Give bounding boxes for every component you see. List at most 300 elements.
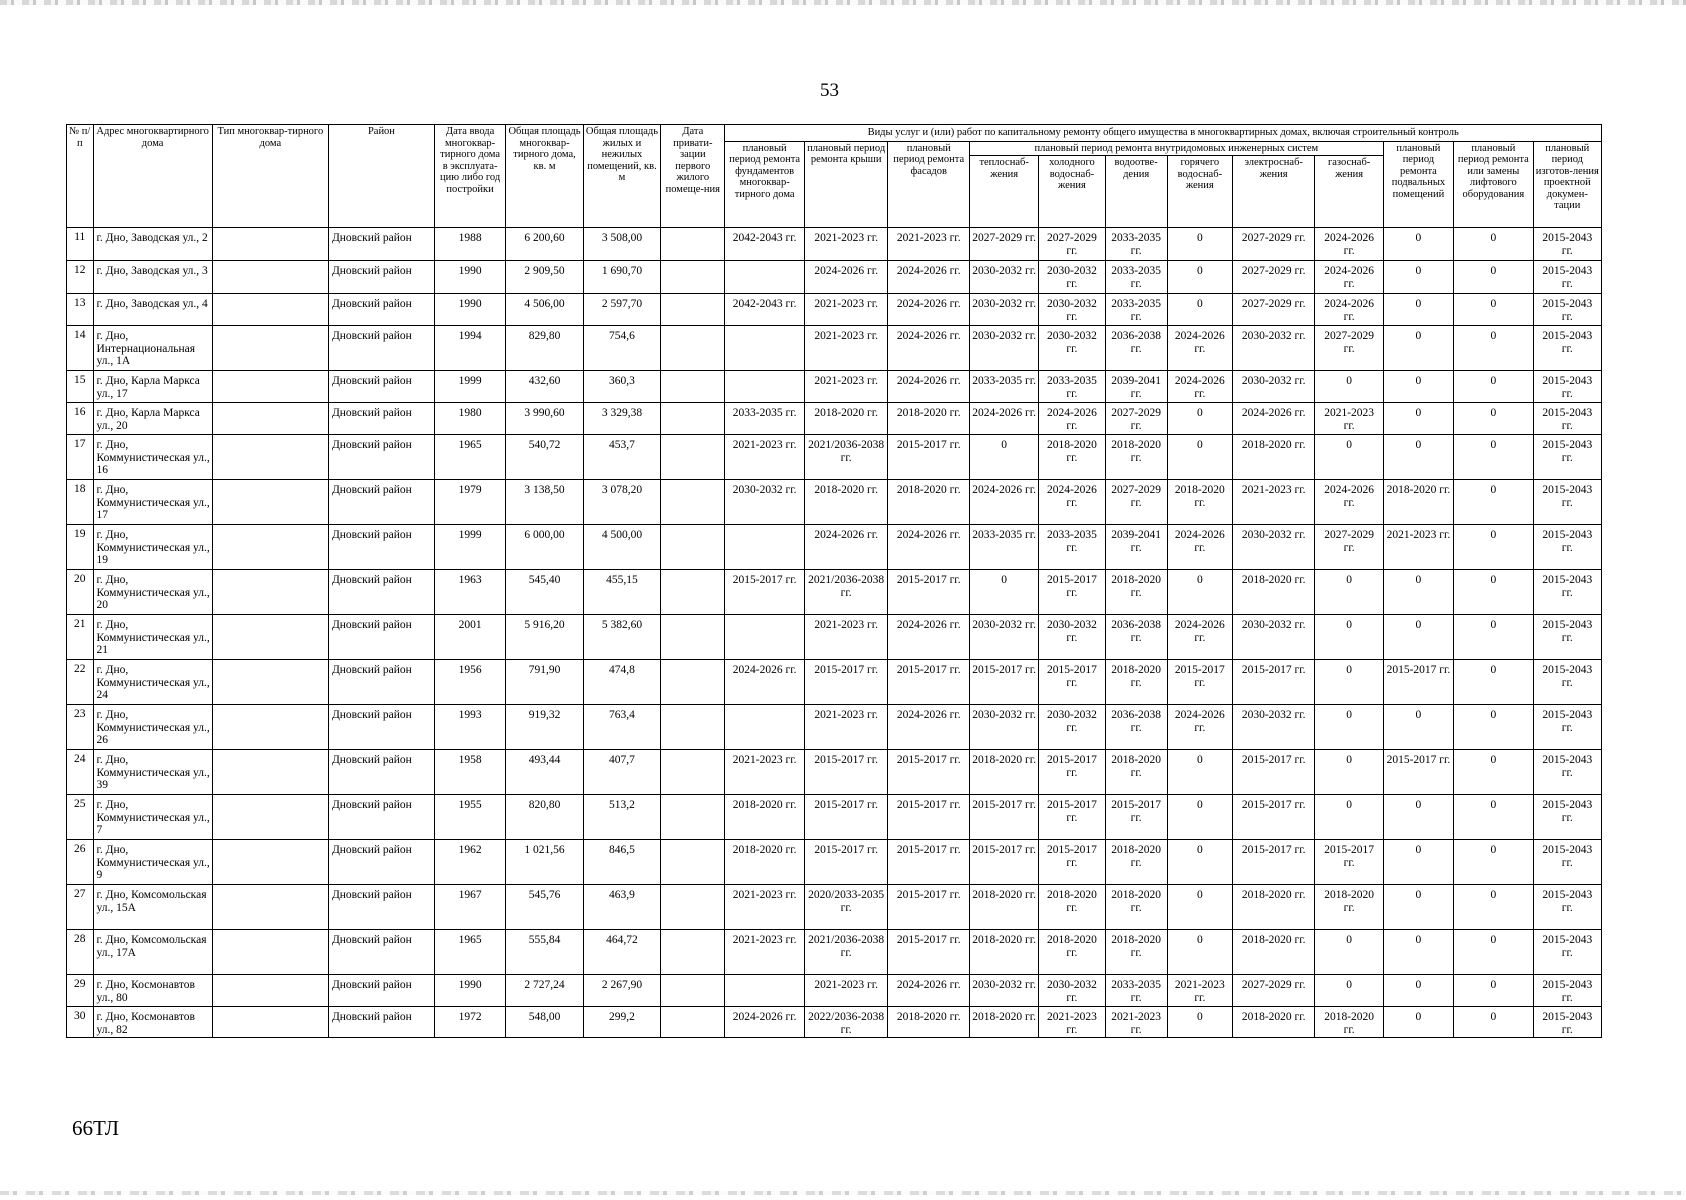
header-engineering-group: плановый период ремонта внутридомовых инженерных систем xyxy=(970,141,1384,156)
design-docs-cell: 2015-2043 гг. xyxy=(1533,750,1601,795)
living-area-cell: 1 690,70 xyxy=(583,261,660,294)
total-area-cell: 540,72 xyxy=(506,435,583,480)
total-area-cell: 791,90 xyxy=(506,660,583,705)
address-cell: г. Дно, Коммунистическая ул., 20 xyxy=(93,570,212,615)
year-cell: 1988 xyxy=(434,228,505,261)
total-area-cell: 2 727,24 xyxy=(506,975,583,1007)
gas-cell: 0 xyxy=(1315,975,1383,1007)
hot-water-cell: 0 xyxy=(1167,294,1232,326)
design-docs-cell: 2015-2043 гг. xyxy=(1533,885,1601,930)
year-cell: 1990 xyxy=(434,294,505,326)
year-cell: 1994 xyxy=(434,326,505,371)
facade-cell: 2018-2020 гг. xyxy=(888,480,970,525)
row-number: 24 xyxy=(67,750,94,795)
gas-cell: 0 xyxy=(1315,371,1383,403)
address-cell: г. Дно, Карла Маркса ул., 20 xyxy=(93,403,212,435)
cold-water-cell: 2033-2035 гг. xyxy=(1039,525,1105,570)
gas-cell: 0 xyxy=(1315,750,1383,795)
table-row xyxy=(67,525,1602,570)
privatization-cell xyxy=(661,660,725,705)
facade-cell: 2024-2026 гг. xyxy=(888,525,970,570)
house-type-cell xyxy=(212,480,328,525)
table-row xyxy=(67,840,1602,885)
living-area-cell: 455,15 xyxy=(583,570,660,615)
district-cell: Дновский район xyxy=(328,326,434,371)
hot-water-cell: 2018-2020 гг. xyxy=(1167,480,1232,525)
table-row xyxy=(67,615,1602,660)
district-cell: Дновский район xyxy=(328,570,434,615)
hot-water-cell: 0 xyxy=(1167,403,1232,435)
facade-cell: 2018-2020 гг. xyxy=(888,403,970,435)
heating-cell: 2015-2017 гг. xyxy=(970,840,1039,885)
foundation-cell: 2042-2043 гг. xyxy=(725,228,805,261)
hot-water-cell: 0 xyxy=(1167,840,1232,885)
table-body xyxy=(67,228,1602,1038)
row-number: 17 xyxy=(67,435,94,480)
table-row xyxy=(67,885,1602,930)
elevator-cell: 0 xyxy=(1454,480,1534,525)
heating-cell: 2018-2020 гг. xyxy=(970,750,1039,795)
heating-cell: 0 xyxy=(970,435,1039,480)
district-cell: Дновский район xyxy=(328,480,434,525)
basement-cell: 0 xyxy=(1383,930,1453,975)
basement-cell: 0 xyxy=(1383,228,1453,261)
living-area-cell: 2 267,90 xyxy=(583,975,660,1007)
sewerage-cell: 2033-2035 гг. xyxy=(1105,228,1167,261)
header-facade: плановый период ремонта фасадов xyxy=(888,141,970,228)
privatization-cell xyxy=(661,795,725,840)
year-cell: 1962 xyxy=(434,840,505,885)
basement-cell: 0 xyxy=(1383,371,1453,403)
header-address: Адрес многоквартирного дома xyxy=(93,125,212,228)
house-type-cell xyxy=(212,840,328,885)
elevator-cell: 0 xyxy=(1454,570,1534,615)
hot-water-cell: 0 xyxy=(1167,570,1232,615)
district-cell: Дновский район xyxy=(328,885,434,930)
cold-water-cell: 2030-2032 гг. xyxy=(1039,615,1105,660)
address-cell: г. Дно, Карла Маркса ул., 17 xyxy=(93,371,212,403)
privatization-cell xyxy=(661,371,725,403)
row-number: 13 xyxy=(67,294,94,326)
heating-cell: 2024-2026 гг. xyxy=(970,480,1039,525)
district-cell: Дновский район xyxy=(328,261,434,294)
design-docs-cell: 2015-2043 гг. xyxy=(1533,840,1601,885)
elevator-cell: 0 xyxy=(1454,705,1534,750)
year-cell: 1958 xyxy=(434,750,505,795)
address-cell: г. Дно, Коммунистическая ул., 16 xyxy=(93,435,212,480)
gas-cell: 2027-2029 гг. xyxy=(1315,525,1383,570)
elevator-cell: 0 xyxy=(1454,795,1534,840)
facade-cell: 2024-2026 гг. xyxy=(888,261,970,294)
design-docs-cell: 2015-2043 гг. xyxy=(1533,570,1601,615)
living-area-cell: 4 500,00 xyxy=(583,525,660,570)
basement-cell: 0 xyxy=(1383,885,1453,930)
elevator-cell: 0 xyxy=(1454,615,1534,660)
district-cell: Дновский район xyxy=(328,615,434,660)
year-cell: 1955 xyxy=(434,795,505,840)
total-area-cell: 1 021,56 xyxy=(506,840,583,885)
facade-cell: 2015-2017 гг. xyxy=(888,840,970,885)
foundation-cell: 2033-2035 гг. xyxy=(725,403,805,435)
address-cell: г. Дно, Коммунистическая ул., 9 xyxy=(93,840,212,885)
row-number: 16 xyxy=(67,403,94,435)
year-cell: 1990 xyxy=(434,975,505,1007)
heating-cell: 2030-2032 гг. xyxy=(970,975,1039,1007)
foundation-cell: 2024-2026 гг. xyxy=(725,660,805,705)
sewerage-cell: 2018-2020 гг. xyxy=(1105,930,1167,975)
roof-cell: 2021-2023 гг. xyxy=(804,975,888,1007)
total-area-cell: 555,84 xyxy=(506,930,583,975)
living-area-cell: 474,8 xyxy=(583,660,660,705)
roof-cell: 2021-2023 гг. xyxy=(804,705,888,750)
roof-cell: 2015-2017 гг. xyxy=(804,840,888,885)
year-cell: 1963 xyxy=(434,570,505,615)
total-area-cell: 4 506,00 xyxy=(506,294,583,326)
foundation-cell xyxy=(725,615,805,660)
electricity-cell: 2021-2023 гг. xyxy=(1232,480,1315,525)
district-cell: Дновский район xyxy=(328,228,434,261)
sewerage-cell: 2036-2038 гг. xyxy=(1105,705,1167,750)
privatization-cell xyxy=(661,750,725,795)
roof-cell: 2018-2020 гг. xyxy=(804,480,888,525)
table-row xyxy=(67,975,1602,1007)
living-area-cell: 513,2 xyxy=(583,795,660,840)
row-number: 26 xyxy=(67,840,94,885)
privatization-cell xyxy=(661,570,725,615)
table-row xyxy=(67,1007,1602,1038)
hot-water-cell: 0 xyxy=(1167,1007,1232,1038)
hot-water-cell: 0 xyxy=(1167,750,1232,795)
privatization-cell xyxy=(661,294,725,326)
total-area-cell: 545,40 xyxy=(506,570,583,615)
elevator-cell: 0 xyxy=(1454,403,1534,435)
address-cell: г. Дно, Комсомольская ул., 15А xyxy=(93,885,212,930)
facade-cell: 2024-2026 гг. xyxy=(888,371,970,403)
row-number: 11 xyxy=(67,228,94,261)
foundation-cell xyxy=(725,705,805,750)
design-docs-cell: 2015-2043 гг. xyxy=(1533,795,1601,840)
cold-water-cell: 2015-2017 гг. xyxy=(1039,795,1105,840)
basement-cell: 0 xyxy=(1383,570,1453,615)
design-docs-cell: 2015-2043 гг. xyxy=(1533,371,1601,403)
electricity-cell: 2015-2017 гг. xyxy=(1232,750,1315,795)
row-number: 20 xyxy=(67,570,94,615)
table-row xyxy=(67,326,1602,371)
privatization-cell xyxy=(661,1007,725,1038)
hot-water-cell: 0 xyxy=(1167,228,1232,261)
design-docs-cell: 2015-2043 гг. xyxy=(1533,660,1601,705)
roof-cell: 2021/2036-2038 гг. xyxy=(804,435,888,480)
sewerage-cell: 2018-2020 гг. xyxy=(1105,885,1167,930)
address-cell: г. Дно, Интернациональная ул., 1А xyxy=(93,326,212,371)
district-cell: Дновский район xyxy=(328,371,434,403)
cold-water-cell: 2030-2032 гг. xyxy=(1039,294,1105,326)
total-area-cell: 432,60 xyxy=(506,371,583,403)
elevator-cell: 0 xyxy=(1454,840,1534,885)
electricity-cell: 2018-2020 гг. xyxy=(1232,570,1315,615)
gas-cell: 0 xyxy=(1315,615,1383,660)
electricity-cell: 2015-2017 гг. xyxy=(1232,795,1315,840)
header-privatization-date: Дата привати-зации первого жилого помеще-ния xyxy=(661,125,725,228)
electricity-cell: 2015-2017 гг. xyxy=(1232,660,1315,705)
hot-water-cell: 0 xyxy=(1167,885,1232,930)
gas-cell: 0 xyxy=(1315,570,1383,615)
sewerage-cell: 2027-2029 гг. xyxy=(1105,403,1167,435)
living-area-cell: 2 597,70 xyxy=(583,294,660,326)
table-row xyxy=(67,371,1602,403)
cold-water-cell: 2018-2020 гг. xyxy=(1039,435,1105,480)
roof-cell: 2020/2033-2035 гг. xyxy=(804,885,888,930)
house-type-cell xyxy=(212,930,328,975)
design-docs-cell: 2015-2043 гг. xyxy=(1533,705,1601,750)
electricity-cell: 2027-2029 гг. xyxy=(1232,261,1315,294)
cold-water-cell: 2015-2017 гг. xyxy=(1039,660,1105,705)
cold-water-cell: 2030-2032 гг. xyxy=(1039,975,1105,1007)
house-type-cell xyxy=(212,525,328,570)
header-n: № п/п xyxy=(67,125,94,228)
cold-water-cell: 2018-2020 гг. xyxy=(1039,930,1105,975)
privatization-cell xyxy=(661,480,725,525)
hot-water-cell: 2024-2026 гг. xyxy=(1167,371,1232,403)
electricity-cell: 2030-2032 гг. xyxy=(1232,371,1315,403)
electricity-cell: 2027-2029 гг. xyxy=(1232,294,1315,326)
facade-cell: 2015-2017 гг. xyxy=(888,885,970,930)
table-row xyxy=(67,294,1602,326)
privatization-cell xyxy=(661,525,725,570)
hot-water-cell: 2015-2017 гг. xyxy=(1167,660,1232,705)
electricity-cell: 2024-2026 гг. xyxy=(1232,403,1315,435)
design-docs-cell: 2015-2043 гг. xyxy=(1533,930,1601,975)
living-area-cell: 453,7 xyxy=(583,435,660,480)
house-type-cell xyxy=(212,705,328,750)
sewerage-cell: 2018-2020 гг. xyxy=(1105,435,1167,480)
header-district: Район xyxy=(328,125,434,228)
district-cell: Дновский район xyxy=(328,930,434,975)
privatization-cell xyxy=(661,326,725,371)
row-number: 25 xyxy=(67,795,94,840)
district-cell: Дновский район xyxy=(328,435,434,480)
cold-water-cell: 2015-2017 гг. xyxy=(1039,750,1105,795)
basement-cell: 2015-2017 гг. xyxy=(1383,750,1453,795)
district-cell: Дновский район xyxy=(328,403,434,435)
heating-cell: 2027-2029 гг. xyxy=(970,228,1039,261)
elevator-cell: 0 xyxy=(1454,294,1534,326)
district-cell: Дновский район xyxy=(328,525,434,570)
district-cell: Дновский район xyxy=(328,795,434,840)
district-cell: Дновский район xyxy=(328,705,434,750)
address-cell: г. Дно, Коммунистическая ул., 17 xyxy=(93,480,212,525)
total-area-cell: 3 990,60 xyxy=(506,403,583,435)
living-area-cell: 763,4 xyxy=(583,705,660,750)
basement-cell: 0 xyxy=(1383,1007,1453,1038)
row-number: 14 xyxy=(67,326,94,371)
header-roof: плановый период ремонта крыши xyxy=(804,141,888,228)
facade-cell: 2015-2017 гг. xyxy=(888,660,970,705)
hot-water-cell: 0 xyxy=(1167,435,1232,480)
row-number: 28 xyxy=(67,930,94,975)
electricity-cell: 2030-2032 гг. xyxy=(1232,705,1315,750)
living-area-cell: 3 508,00 xyxy=(583,228,660,261)
header-heating: теплоснаб-жения xyxy=(970,156,1039,228)
heating-cell: 2033-2035 гг. xyxy=(970,371,1039,403)
house-type-cell xyxy=(212,371,328,403)
elevator-cell: 0 xyxy=(1454,525,1534,570)
scan-edge-bottom xyxy=(0,1191,1686,1195)
address-cell: г. Дно, Коммунистическая ул., 26 xyxy=(93,705,212,750)
row-number: 23 xyxy=(67,705,94,750)
roof-cell: 2018-2020 гг. xyxy=(804,403,888,435)
roof-cell: 2021-2023 гг. xyxy=(804,228,888,261)
gas-cell: 2018-2020 гг. xyxy=(1315,1007,1383,1038)
cold-water-cell: 2030-2032 гг. xyxy=(1039,261,1105,294)
house-type-cell xyxy=(212,795,328,840)
gas-cell: 2015-2017 гг. xyxy=(1315,840,1383,885)
row-number: 19 xyxy=(67,525,94,570)
header-basement: плановый период ремонта подвальных помещений xyxy=(1383,141,1453,228)
cold-water-cell: 2030-2032 гг. xyxy=(1039,705,1105,750)
hot-water-cell: 2021-2023 гг. xyxy=(1167,975,1232,1007)
hot-water-cell: 2024-2026 гг. xyxy=(1167,525,1232,570)
electricity-cell: 2015-2017 гг. xyxy=(1232,840,1315,885)
year-cell: 1956 xyxy=(434,660,505,705)
foundation-cell: 2018-2020 гг. xyxy=(725,840,805,885)
living-area-cell: 463,9 xyxy=(583,885,660,930)
total-area-cell: 919,32 xyxy=(506,705,583,750)
address-cell: г. Дно, Комсомольская ул., 17А xyxy=(93,930,212,975)
roof-cell: 2021/2036-2038 гг. xyxy=(804,930,888,975)
living-area-cell: 407,7 xyxy=(583,750,660,795)
heating-cell: 2024-2026 гг. xyxy=(970,403,1039,435)
capital-repair-table xyxy=(66,124,1602,1038)
header-cold-water: холодного водоснаб-жения xyxy=(1039,156,1105,228)
total-area-cell: 493,44 xyxy=(506,750,583,795)
sewerage-cell: 2039-2041 гг. xyxy=(1105,525,1167,570)
privatization-cell xyxy=(661,705,725,750)
table-row xyxy=(67,750,1602,795)
elevator-cell: 0 xyxy=(1454,930,1534,975)
design-docs-cell: 2015-2043 гг. xyxy=(1533,294,1601,326)
year-cell: 1980 xyxy=(434,403,505,435)
district-cell: Дновский район xyxy=(328,1007,434,1038)
facade-cell: 2024-2026 гг. xyxy=(888,294,970,326)
year-cell: 1965 xyxy=(434,930,505,975)
table-row xyxy=(67,435,1602,480)
privatization-cell xyxy=(661,840,725,885)
roof-cell: 2021-2023 гг. xyxy=(804,326,888,371)
sewerage-cell: 2027-2029 гг. xyxy=(1105,480,1167,525)
total-area-cell: 6 000,00 xyxy=(506,525,583,570)
address-cell: г. Дно, Космонавтов ул., 82 xyxy=(93,1007,212,1038)
foundation-cell: 2021-2023 гг. xyxy=(725,750,805,795)
basement-cell: 0 xyxy=(1383,840,1453,885)
elevator-cell: 0 xyxy=(1454,1007,1534,1038)
year-cell: 1972 xyxy=(434,1007,505,1038)
header-living-area: Общая площадь жилых и нежилых помещений, кв. м xyxy=(583,125,660,228)
design-docs-cell: 2015-2043 гг. xyxy=(1533,403,1601,435)
total-area-cell: 2 909,50 xyxy=(506,261,583,294)
hot-water-cell: 2024-2026 гг. xyxy=(1167,615,1232,660)
gas-cell: 0 xyxy=(1315,930,1383,975)
cold-water-cell: 2033-2035 гг. xyxy=(1039,371,1105,403)
total-area-cell: 545,76 xyxy=(506,885,583,930)
electricity-cell: 2027-2029 гг. xyxy=(1232,975,1315,1007)
design-docs-cell: 2015-2043 гг. xyxy=(1533,615,1601,660)
basement-cell: 0 xyxy=(1383,294,1453,326)
electricity-cell: 2018-2020 гг. xyxy=(1232,885,1315,930)
row-number: 29 xyxy=(67,975,94,1007)
district-cell: Дновский район xyxy=(328,975,434,1007)
header-commission-date: Дата ввода многоквар-тирного дома в эксплуата-цию либо год постройки xyxy=(434,125,505,228)
total-area-cell: 829,80 xyxy=(506,326,583,371)
privatization-cell xyxy=(661,435,725,480)
basement-cell: 0 xyxy=(1383,795,1453,840)
basement-cell: 2015-2017 гг. xyxy=(1383,660,1453,705)
gas-cell: 2024-2026 гг. xyxy=(1315,294,1383,326)
basement-cell: 0 xyxy=(1383,261,1453,294)
heating-cell: 2030-2032 гг. xyxy=(970,705,1039,750)
sewerage-cell: 2015-2017 гг. xyxy=(1105,795,1167,840)
sewerage-cell: 2018-2020 гг. xyxy=(1105,750,1167,795)
privatization-cell xyxy=(661,228,725,261)
sheet-mark: 66ТЛ xyxy=(72,1116,120,1140)
facade-cell: 2015-2017 гг. xyxy=(888,930,970,975)
roof-cell: 2021-2023 гг. xyxy=(804,371,888,403)
heating-cell: 2030-2032 гг. xyxy=(970,615,1039,660)
year-cell: 1990 xyxy=(434,261,505,294)
living-area-cell: 464,72 xyxy=(583,930,660,975)
address-cell: г. Дно, Заводская ул., 4 xyxy=(93,294,212,326)
elevator-cell: 0 xyxy=(1454,371,1534,403)
district-cell: Дновский район xyxy=(328,660,434,705)
facade-cell: 2024-2026 гг. xyxy=(888,326,970,371)
address-cell: г. Дно, Коммунистическая ул., 19 xyxy=(93,525,212,570)
total-area-cell: 820,80 xyxy=(506,795,583,840)
facade-cell: 2024-2026 гг. xyxy=(888,615,970,660)
design-docs-cell: 2015-2043 гг. xyxy=(1533,525,1601,570)
living-area-cell: 754,6 xyxy=(583,326,660,371)
elevator-cell: 0 xyxy=(1454,326,1534,371)
district-cell: Дновский район xyxy=(328,294,434,326)
foundation-cell: 2018-2020 гг. xyxy=(725,795,805,840)
living-area-cell: 5 382,60 xyxy=(583,615,660,660)
roof-cell: 2015-2017 гг. xyxy=(804,795,888,840)
address-cell: г. Дно, Заводская ул., 3 xyxy=(93,261,212,294)
elevator-cell: 0 xyxy=(1454,261,1534,294)
roof-cell: 2024-2026 гг. xyxy=(804,261,888,294)
header-house-type: Тип многоквар-тирного дома xyxy=(212,125,328,228)
table-row xyxy=(67,261,1602,294)
header-gas: газоснаб-жения xyxy=(1315,156,1383,228)
house-type-cell xyxy=(212,435,328,480)
cold-water-cell: 2015-2017 гг. xyxy=(1039,570,1105,615)
hot-water-cell: 2024-2026 гг. xyxy=(1167,705,1232,750)
hot-water-cell: 2024-2026 гг. xyxy=(1167,326,1232,371)
row-number: 15 xyxy=(67,371,94,403)
gas-cell: 0 xyxy=(1315,435,1383,480)
district-cell: Дновский район xyxy=(328,840,434,885)
gas-cell: 0 xyxy=(1315,795,1383,840)
row-number: 21 xyxy=(67,615,94,660)
table-row xyxy=(67,930,1602,975)
privatization-cell xyxy=(661,885,725,930)
heating-cell: 2030-2032 гг. xyxy=(970,261,1039,294)
foundation-cell: 2030-2032 гг. xyxy=(725,480,805,525)
sewerage-cell: 2018-2020 гг. xyxy=(1105,840,1167,885)
design-docs-cell: 2015-2043 гг. xyxy=(1533,480,1601,525)
heating-cell: 2030-2032 гг. xyxy=(970,326,1039,371)
electricity-cell: 2030-2032 гг. xyxy=(1232,615,1315,660)
roof-cell: 2024-2026 гг. xyxy=(804,525,888,570)
